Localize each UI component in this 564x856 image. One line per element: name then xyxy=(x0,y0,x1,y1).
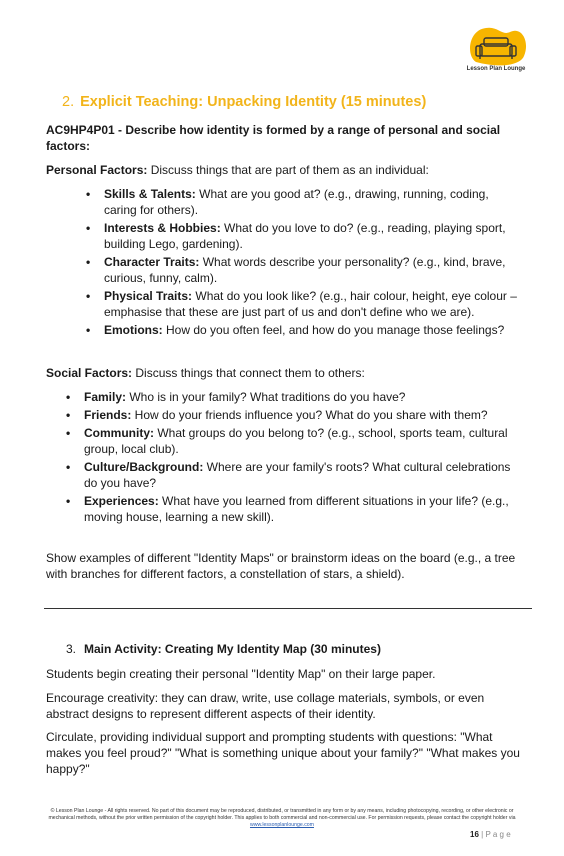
list-item xyxy=(84,407,524,423)
list-item xyxy=(104,322,524,338)
section-3-heading xyxy=(66,642,381,656)
list-item xyxy=(84,389,524,405)
copyright-text: © Lesson Plan Lounge - All rights reserved. No part of this document may be reproduced, distributed, or transmitted in any form or by any means, including photocopying, recording, or other electronic or mechanical methods, without the prior written permission of the copyright holder. This applies to both commercial and non-commercial use. For permission requests, please contact the copyright holder via xyxy=(48,808,516,821)
item-text: Where are your family's roots? What cultural celebrations do you have? xyxy=(84,460,511,490)
list-item xyxy=(104,254,524,286)
item-label: Culture/Background: xyxy=(84,460,204,474)
copyright-footer xyxy=(40,808,524,829)
page-word: P a g e xyxy=(485,830,511,839)
social-factors-intro xyxy=(46,365,524,381)
list-item xyxy=(104,186,524,218)
item-text: How do you often feel, and how do you manage those feelings? xyxy=(162,323,505,337)
section-3-number: 3. xyxy=(66,642,77,656)
item-text: What have you learned from different situations in your life? (e.g., moving house, learning a new skill). xyxy=(84,494,509,524)
personal-factors-list xyxy=(104,186,524,340)
item-text: What do you love to do? (e.g., reading, playing sport, building Lego, gardening). xyxy=(104,221,506,251)
social-factors-list xyxy=(84,389,524,527)
website-link[interactable]: www.lessonplanlounge.com xyxy=(249,822,314,828)
section-divider xyxy=(44,608,532,609)
item-label: Experiences: xyxy=(84,494,159,508)
social-factors-text: Discuss things that connect them to others: xyxy=(132,366,365,380)
logo-text: Lesson Plan Lounge xyxy=(466,66,526,72)
item-label: Physical Traits: xyxy=(104,289,193,303)
item-label: Family: xyxy=(84,390,127,404)
item-label: Friends: xyxy=(84,408,132,422)
curriculum-standard: AC9HP4P01 - Describe how identity is formed by a range of personal and social factors: xyxy=(46,123,501,153)
section-2-number: 2. xyxy=(62,94,75,110)
personal-factors-text: Discuss things that are part of them as an individual: xyxy=(147,163,429,177)
list-item xyxy=(84,459,524,491)
list-item xyxy=(84,425,524,457)
personal-factors-label: Personal Factors: xyxy=(46,163,148,177)
main-activity-p2: Encourage creativity: they can draw, write, use collage materials, symbols, or even abstract designs to represent different aspects of their identity. xyxy=(46,691,485,721)
item-label: Skills & Talents: xyxy=(104,187,196,201)
main-activity-p1: Students begin creating their personal "Identity Map" on their large paper. xyxy=(46,667,436,681)
identity-map-examples: Show examples of different "Identity Maps" or brainstorm ideas on the board (e.g., a tree with branches for different factors, a constellation of stars, a shield). xyxy=(46,551,516,581)
item-text: What groups do you belong to? (e.g., school, sports team, cultural group, local club). xyxy=(84,426,508,456)
item-label: Character Traits: xyxy=(104,255,200,269)
item-label: Interests & Hobbies: xyxy=(104,221,221,235)
page-number xyxy=(470,830,511,839)
item-text: How do your friends influence you? What do you share with them? xyxy=(131,408,488,422)
item-text: What do you look like? (e.g., hair colour, height, eye colour – emphasise that these are just part of us and don't define who we are). xyxy=(104,289,517,319)
item-label: Emotions: xyxy=(104,323,163,337)
list-item xyxy=(84,493,524,525)
page-number-value: 16 xyxy=(470,830,479,839)
page-separator: | xyxy=(478,830,486,839)
list-item xyxy=(104,288,524,320)
section-2-title: Explicit Teaching: Unpacking Identity (15 minutes) xyxy=(80,94,427,110)
item-text: Who is in your family? What traditions do you have? xyxy=(126,390,406,404)
item-text: What are you good at? (e.g., drawing, running, coding, caring for others). xyxy=(104,187,489,217)
list-item xyxy=(104,220,524,252)
section-2-heading xyxy=(62,94,426,110)
item-label: Community: xyxy=(84,426,154,440)
item-text: What words describe your personality? (e.g., kind, brave, curious, funny, calm). xyxy=(104,255,506,285)
personal-factors-intro xyxy=(46,162,524,178)
section-3-title: Main Activity: Creating My Identity Map (30 minutes) xyxy=(84,642,381,656)
social-factors-label: Social Factors: xyxy=(46,366,133,380)
main-activity-p3: Circulate, providing individual support and prompting students with questions: "What makes you feel proud?" "What is something unique about your family?" "What makes you happy?" xyxy=(46,730,520,776)
